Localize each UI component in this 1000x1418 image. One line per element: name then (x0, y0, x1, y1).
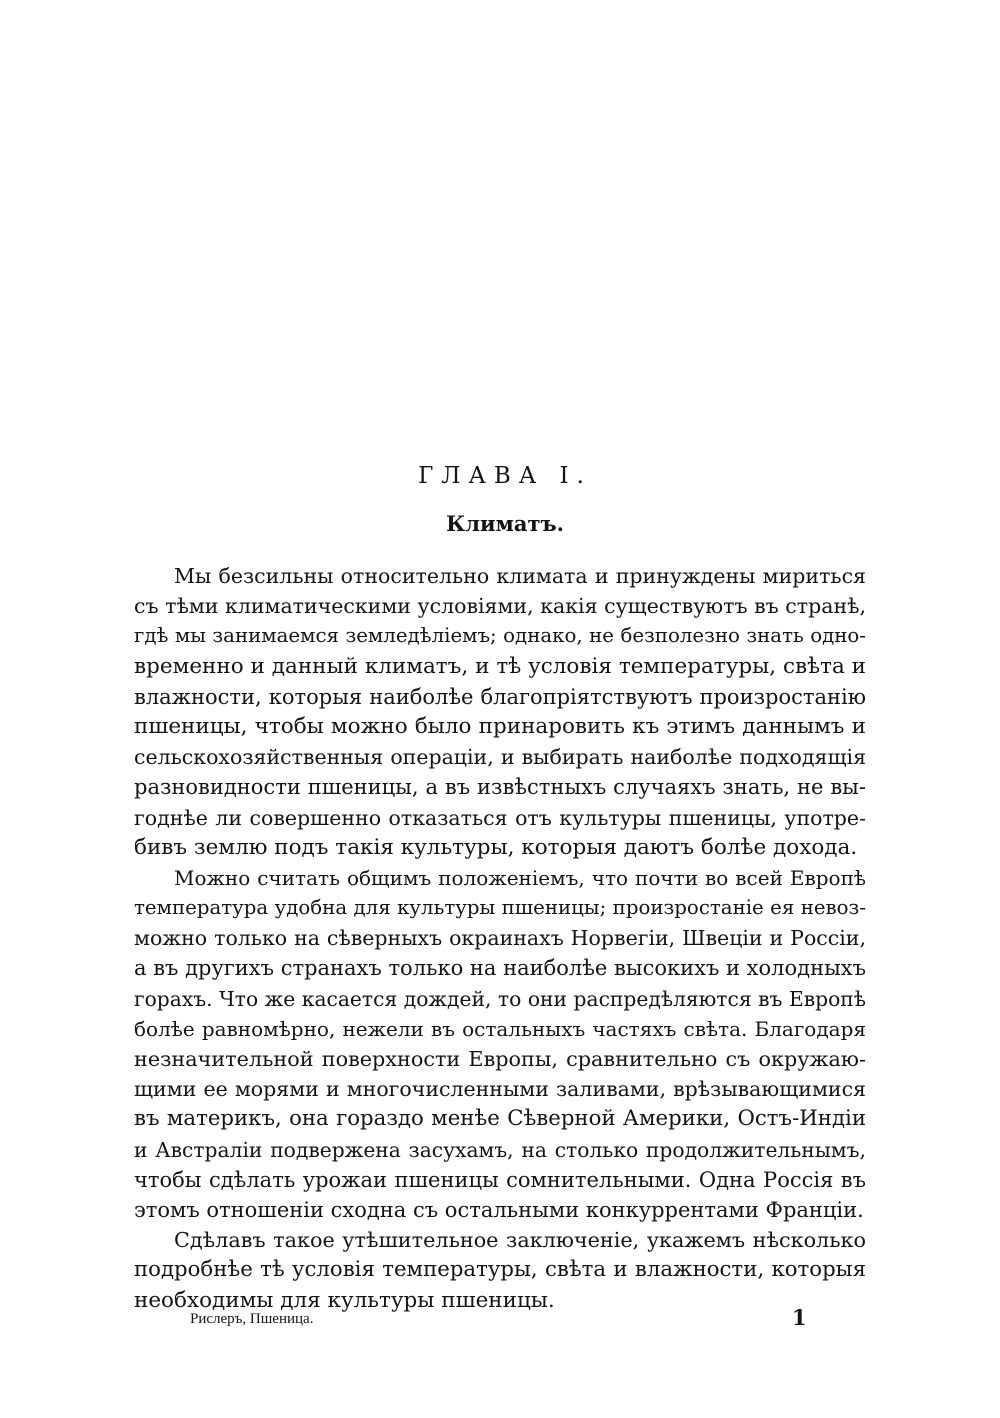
text-line: щими ее морями и многочисленными заливами, врѣзывающимися (134, 1077, 866, 1102)
text-line: въ материкъ, она гораздо менѣе Сѣверной Америки, Остъ-Индіи (134, 1106, 866, 1132)
chapter-heading: ГЛАВА I. (418, 463, 592, 489)
text-line: этомъ отношеніи сходна съ остальными конкуррентами Франціи. (134, 1197, 864, 1222)
text-line: Мы безсильны относительно климата и принуждены мириться (174, 564, 866, 588)
chapter-title: Климатъ. (446, 511, 564, 536)
text-line: Можно считать общимъ положеніемъ, что почти во всей Европѣ (174, 865, 866, 890)
text-line: разновидности пшеницы, а въ извѣстныхъ случаяхъ знать, не вы- (134, 775, 866, 800)
text-line: пшеницы, чтобы можно было принаровить къ этимъ даннымъ и (134, 713, 866, 739)
text-line: болѣе равномѣрно, нежели въ остальныхъ частяхъ свѣта. Благодаря (134, 1016, 866, 1041)
text-line: а въ другихъ странахъ только на наиболѣе высокихъ и холодныхъ (134, 956, 866, 981)
text-line: незначительной поверхности Европы, сравнительно съ окружаю- (134, 1047, 866, 1071)
text-line: и Австраліи подвержена засухамъ, на столько продолжительнымъ, (134, 1137, 866, 1162)
text-line: горахъ. Что же касается дождей, то они распредѣляются въ Европѣ (134, 986, 866, 1011)
text-line: гдѣ мы занимаемся земледѣліемъ; однако, не безполезно знать одно- (134, 624, 866, 648)
body-text (134, 561, 866, 1316)
text-line: влажности, которыя наиболѣе благопріятствуютъ произростанію (134, 684, 866, 709)
text-line: можно только на сѣверныхъ окраинахъ Норвегіи, Швеціи и Россіи, (134, 926, 866, 951)
text-line: съ тѣми климатическими условіями, какія существуютъ въ странѣ, (134, 594, 866, 619)
text-line: Сдѣлавъ такое утѣшительное заключеніе, укажемъ нѣсколько (174, 1228, 866, 1253)
text-line: необходимы для культуры пшеницы. (134, 1287, 555, 1313)
text-line: годнѣе ли совершенно отказаться отъ культуры пшеницы, употре- (134, 805, 866, 830)
text-line: подробнѣе тѣ условія температуры, свѣта и влажности, которыя (134, 1257, 866, 1283)
text-line: бивъ землю подъ такія культуры, которыя даютъ болѣе дохода. (134, 834, 858, 860)
footer-signature: Рислеръ, Пшеница. (190, 1311, 314, 1327)
text-line: чтобы сдѣлать урожаи пшеницы сомнительными. Одна Россія въ (134, 1167, 866, 1192)
text-line: временно и данный климатъ, и тѣ условія температуры, свѣта и (134, 653, 866, 679)
text-line: сельскохозяйственныя операціи, и выбирать наиболѣе подходящія (134, 745, 866, 770)
text-line: температура удобна для культуры пшеницы; произростаніе ея невоз- (134, 896, 866, 920)
page-number: 1 (792, 1305, 807, 1330)
